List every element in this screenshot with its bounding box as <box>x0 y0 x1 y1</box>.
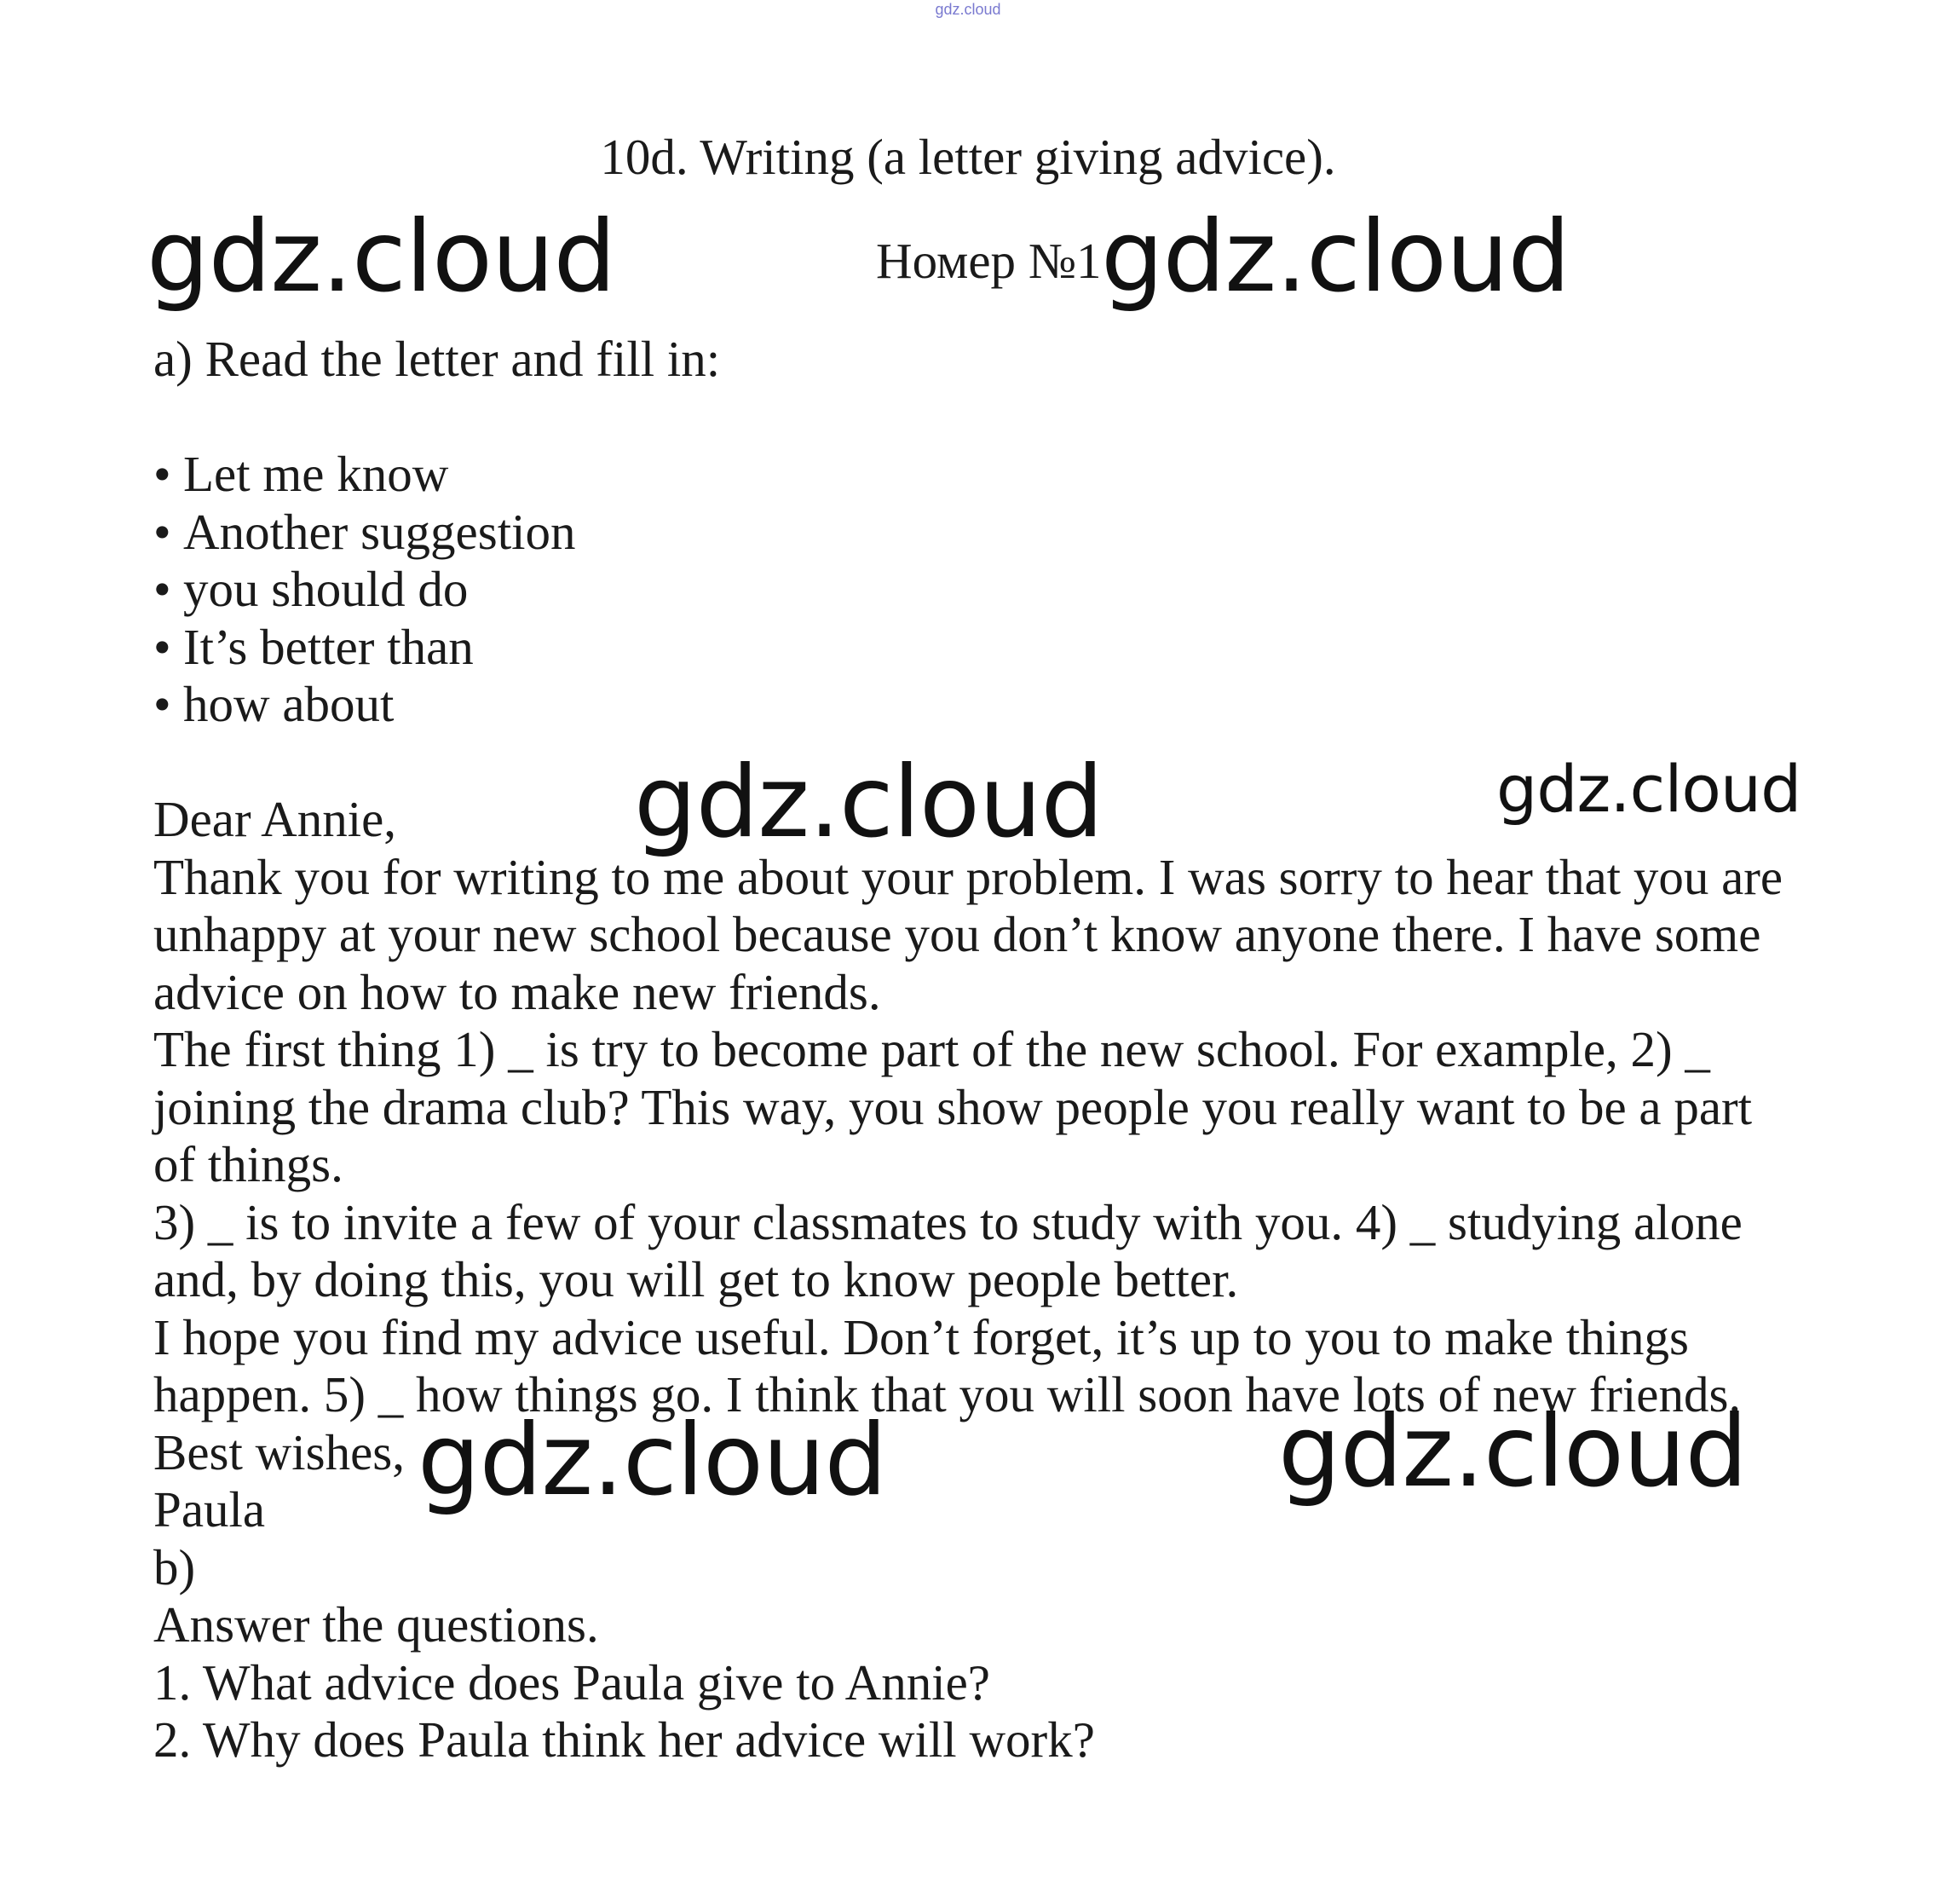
watermark-3: gdz.cloud <box>634 745 1103 860</box>
task-b-instruction: Answer the questions. <box>153 1596 599 1653</box>
document-body <box>153 331 1824 1769</box>
task-a-instruction: a) Read the letter and fill in: <box>153 331 721 387</box>
watermark-5: gdz.cloud <box>418 1403 887 1518</box>
list-item <box>153 446 1824 504</box>
bullet-icon: • <box>153 446 171 502</box>
list-item <box>153 619 1824 677</box>
watermark-4: gdz.cloud <box>1496 751 1801 827</box>
letter-line: happen. 5) _ how things go. I think that you will soon have lots of new friends. <box>153 1366 1742 1422</box>
list-item <box>153 504 1824 562</box>
letter-line: advice on how to make new friends. <box>153 963 881 1020</box>
option-text: how about <box>183 676 395 732</box>
letter-closing: Best wishes, <box>153 1423 405 1480</box>
bullet-icon: • <box>153 618 171 675</box>
letter-line: and, by doing this, you will get to know people better. <box>153 1251 1239 1307</box>
watermark-2: gdz.cloud <box>1101 199 1570 314</box>
letter-line: The first thing 1) _ is try to become part of the new school. For example, 2) _ <box>153 1021 1710 1077</box>
question-item: 1. What advice does Paula give to Annie? <box>153 1653 990 1711</box>
bullet-icon: • <box>153 503 171 560</box>
watermark-1: gdz.cloud <box>147 199 616 314</box>
task-number: Номер №1 <box>876 233 1102 289</box>
letter-signature: Paula <box>153 1481 266 1538</box>
letter-line: joining the drama club? This way, you show people you really want to be a part <box>153 1078 1753 1135</box>
bullet-icon: • <box>153 676 171 732</box>
list-item <box>153 676 1824 734</box>
list-item <box>153 561 1824 619</box>
site-mark: gdz.cloud <box>935 1 1001 18</box>
letter-greeting: Dear Annie, <box>153 791 397 847</box>
letter-line: unhappy at your new school because you don’t know anyone there. I have some <box>153 906 1761 962</box>
watermark-6: gdz.cloud <box>1278 1394 1748 1509</box>
option-text: Another suggestion <box>183 503 576 560</box>
options-list <box>153 446 1824 734</box>
letter-line: I hope you find my advice useful. Don’t forget, it’s up to you to make things <box>153 1308 1689 1365</box>
letter-line: of things. <box>153 1136 343 1192</box>
task-b-label: b) <box>153 1538 196 1595</box>
spacer <box>153 389 1824 447</box>
letter-line: 3) _ is to invite a few of your classmates to study with you. 4) _ studying alone <box>153 1193 1743 1250</box>
page-title: 10d. Writing (a letter giving advice). <box>600 129 1336 185</box>
option-text: Let me know <box>183 446 449 502</box>
bullet-icon: • <box>153 561 171 617</box>
option-text: It’s better than <box>183 618 474 675</box>
letter-line: Thank you for writing to me about your problem. I was sorry to hear that you are <box>153 848 1783 905</box>
question-item: 2. Why does Paula think her advice will work? <box>153 1711 1095 1768</box>
option-text: you should do <box>183 561 469 617</box>
